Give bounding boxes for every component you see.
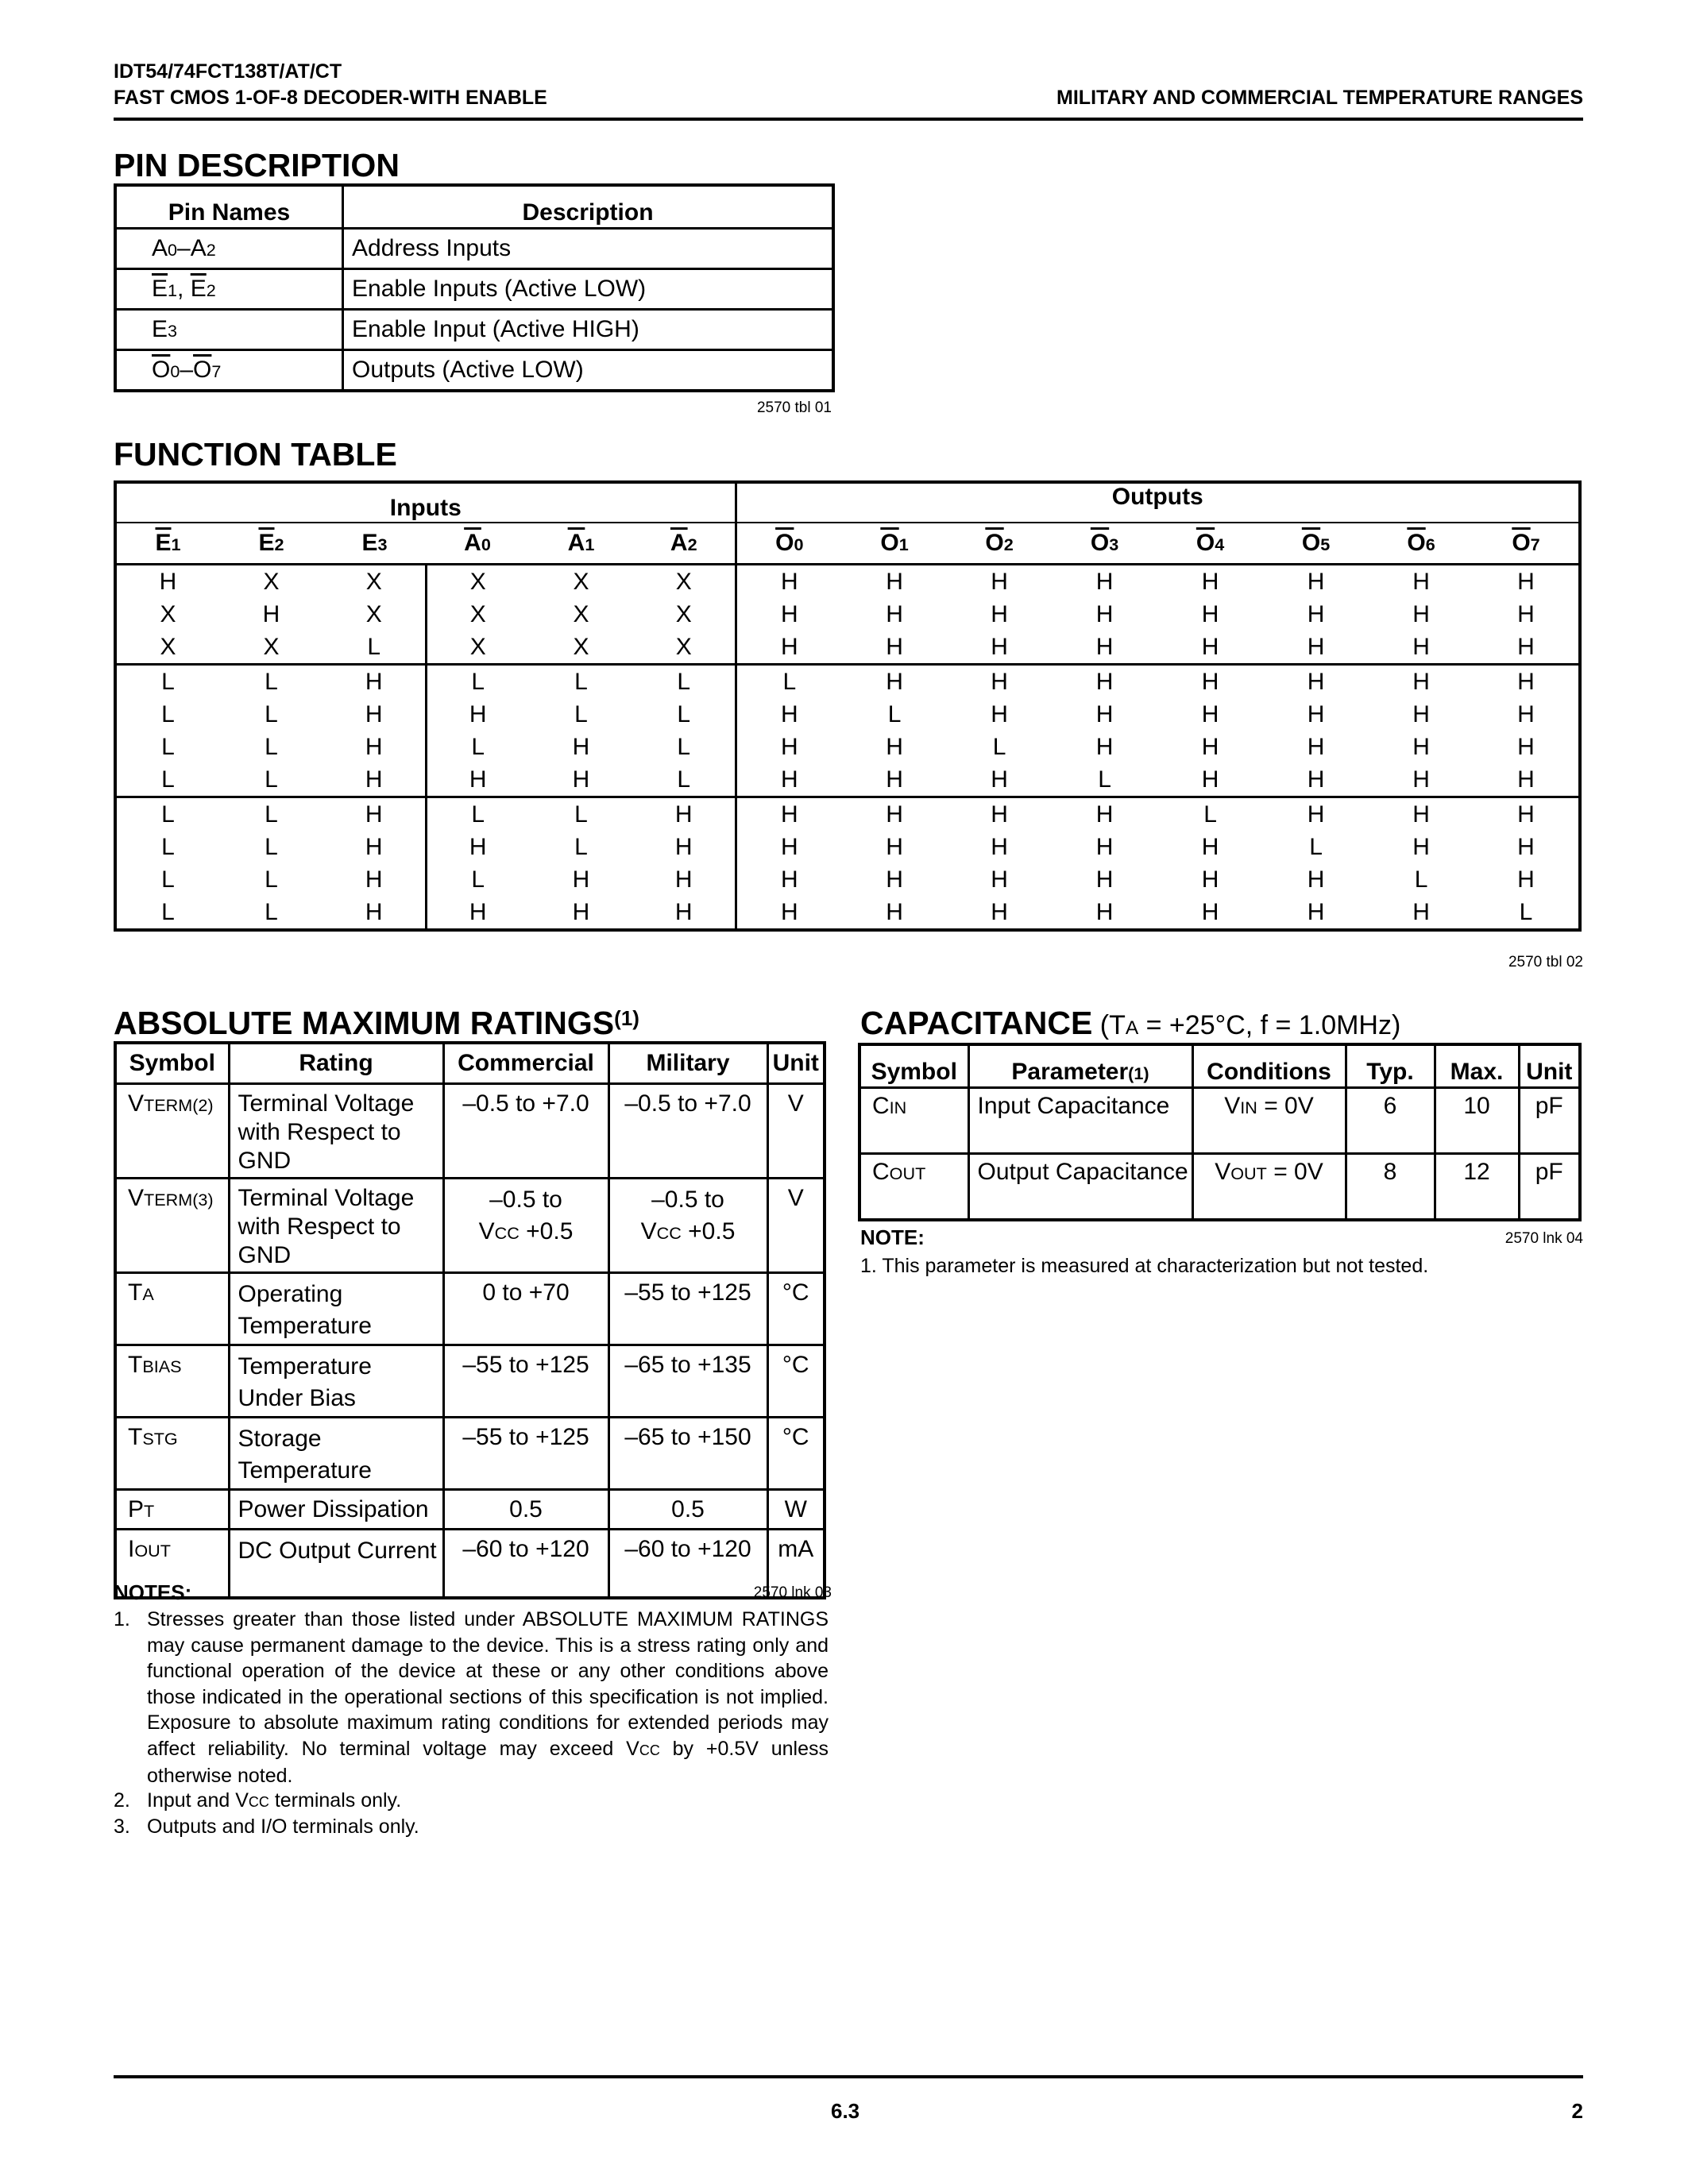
pin-description: Enable Input (Active HIGH) <box>343 310 834 350</box>
commercial-cell: –0.5 to VCC +0.5 <box>443 1179 608 1273</box>
table-header-row <box>115 1043 825 1084</box>
table-row <box>115 797 1580 832</box>
inputs-group-header: Inputs <box>115 482 736 523</box>
symbol-cell: CIN <box>859 1088 968 1154</box>
table-cell: H <box>1369 665 1474 699</box>
table-cell: H <box>1412 734 1430 760</box>
table-cell: H <box>1517 866 1535 893</box>
table-row <box>115 763 1580 797</box>
column-header: $\overline{A}1$ <box>529 523 633 565</box>
table-cell: H <box>780 866 798 893</box>
table-cell: L <box>265 734 278 760</box>
table-cell: H <box>1412 701 1430 727</box>
column-header: $\overline{O}2$ <box>947 523 1052 565</box>
symbol-cell: TBIAS <box>115 1345 229 1418</box>
column-header: $\overline{O}1$ <box>842 523 947 565</box>
column-header: Commercial <box>443 1043 608 1084</box>
table-cell: H <box>262 601 280 627</box>
rating-cell: Terminal Voltage with Respect to GND <box>229 1084 443 1179</box>
column-header: $\overline{O}3$ <box>1052 523 1157 565</box>
table-reference: 2570 lnk 03 <box>753 1584 832 1601</box>
absolute-maximum-ratings-table <box>114 1041 826 1599</box>
table-cell: L <box>471 866 485 893</box>
table-cell: L <box>529 797 633 832</box>
commercial-cell: 0 to +70 <box>443 1273 608 1345</box>
capacitance-note-heading: NOTE: <box>860 1225 925 1249</box>
table-cell: H <box>1307 766 1325 793</box>
table-cell: H <box>1412 569 1430 595</box>
table-cell: L <box>992 734 1006 760</box>
column-header: Max. <box>1435 1044 1519 1088</box>
column-header: E3 <box>323 523 426 565</box>
table-row <box>115 1490 825 1530</box>
table-cell: L <box>219 797 323 832</box>
pin-description: Address Inputs <box>343 229 834 269</box>
typ-cell: 6 <box>1346 1088 1435 1154</box>
table-cell: L <box>633 665 736 699</box>
table-cell: H <box>1307 601 1325 627</box>
absolute-maximum-ratings-title: ABSOLUTE MAXIMUM RATINGS$^{(1)}$ <box>114 1005 639 1041</box>
military-cell: –55 to +125 <box>608 1273 767 1345</box>
table-cell: H <box>1307 899 1325 925</box>
symbol-cell: PT <box>115 1490 229 1530</box>
table-cell: L <box>1098 766 1111 793</box>
table-cell: H <box>1517 766 1535 793</box>
table-cell: H <box>323 896 426 930</box>
table-cell: H <box>469 701 487 727</box>
column-header: Pin Names <box>115 185 343 229</box>
table-row <box>115 731 1580 763</box>
table-cell: H <box>1201 834 1219 860</box>
rating-cell: Operating Temperature <box>229 1273 443 1345</box>
table-header-row <box>115 185 833 229</box>
table-cell: H <box>323 863 426 896</box>
table-cell: L <box>161 834 175 860</box>
table-cell: H <box>1307 569 1325 595</box>
table-cell: H <box>886 634 903 660</box>
rating-cell: Terminal Voltage with Respect to GND <box>229 1179 443 1273</box>
column-header: $\overline{A}2$ <box>633 523 736 565</box>
table-cell: X <box>263 569 280 595</box>
table-cell: H <box>1201 866 1219 893</box>
table-cell: H <box>1307 634 1325 660</box>
footer-rule <box>114 2075 1583 2078</box>
table-cell: L <box>633 731 736 763</box>
table-cell: H <box>1157 665 1263 699</box>
table-reference: 2570 tbl 01 <box>756 399 832 416</box>
table-cell: H <box>1095 701 1114 727</box>
table-cell: H <box>1263 797 1369 832</box>
table-row <box>115 350 833 392</box>
section-number: 6.3 <box>831 2099 860 2123</box>
note-1: 1. Stresses greater than those listed under ABSOLUTE MAXIMUM RATINGS may cause permanent damage to the device. This is a stress rating only and functional operation of the device at these or any other conditions above those indicated in the operational sections of this specification is not implied. Exposure to absolute maximum rating conditions for extended periods may affect reliability. No terminal voltage may exceed VCC by +0.5V unless otherwise noted. <box>114 1608 829 1787</box>
table-cell: H <box>1307 866 1325 893</box>
table-cell: X <box>573 634 589 660</box>
column-header: $\overline{O}7$ <box>1474 523 1580 565</box>
table-cell: H <box>1095 834 1114 860</box>
table-cell: X <box>633 631 736 665</box>
unit-cell: pF <box>1519 1154 1580 1220</box>
table-cell: X <box>633 565 736 599</box>
table-row <box>115 665 1580 699</box>
table-cell: H <box>780 899 798 925</box>
table-row <box>115 1530 825 1598</box>
table-cell: H <box>633 831 736 863</box>
symbol-cell: TA <box>115 1273 229 1345</box>
table-cell: L <box>219 665 323 699</box>
column-header: $\overline{E}1$ <box>115 523 219 565</box>
column-header-row <box>115 523 1580 565</box>
column-header: $\overline{O}0$ <box>736 523 842 565</box>
commercial-cell: –55 to +125 <box>443 1418 608 1490</box>
table-cell: H <box>1517 634 1535 660</box>
table-cell: H <box>780 601 798 627</box>
table-cell: H <box>886 899 903 925</box>
table-row <box>115 698 1580 731</box>
table-row <box>859 1154 1580 1220</box>
table-cell: L <box>265 834 278 860</box>
table-cell: L <box>887 701 902 727</box>
table-row <box>115 269 833 310</box>
table-cell: H <box>991 899 1008 925</box>
table-cell: H <box>991 766 1008 793</box>
table-cell: H <box>842 665 947 699</box>
table-cell: H <box>323 665 426 699</box>
table-cell: H <box>469 899 487 925</box>
pin-name: E3 <box>115 310 343 350</box>
military-cell: –65 to +135 <box>608 1345 767 1418</box>
table-cell: L <box>265 701 278 727</box>
capacitance-note: 1. This parameter is measured at characterization but not tested. <box>860 1255 1429 1277</box>
table-header-row <box>859 1044 1580 1088</box>
table-cell: L <box>161 766 175 793</box>
table-cell: H <box>572 766 590 793</box>
table-cell: H <box>1412 766 1430 793</box>
outputs-group-header: Outputs <box>736 482 1580 523</box>
table-cell: H <box>1517 701 1535 727</box>
column-header: Parameter(1) <box>968 1044 1192 1088</box>
table-cell: L <box>161 701 175 727</box>
table-cell: H <box>991 834 1008 860</box>
table-cell: H <box>159 569 177 595</box>
table-cell: H <box>780 834 798 860</box>
table-cell: H <box>469 834 487 860</box>
table-cell: H <box>1201 634 1219 660</box>
table-cell: X <box>323 598 426 631</box>
table-cell: L <box>574 701 588 727</box>
symbol-cell: VTERM(2) <box>115 1084 229 1179</box>
capacitance-title: CAPACITANCE (TA = +25°C, f = 1.0MHz) <box>860 1005 1401 1041</box>
table-cell: H <box>991 701 1008 727</box>
table-row <box>115 631 1580 665</box>
table-cell: H <box>886 766 903 793</box>
table-reference: 2570 lnk 04 <box>1505 1230 1583 1247</box>
unit-cell: pF <box>1519 1088 1580 1154</box>
pin-description-title: PIN DESCRIPTION <box>114 147 400 183</box>
military-cell: 0.5 <box>608 1490 767 1530</box>
table-row <box>115 896 1580 930</box>
table-row <box>115 1418 825 1490</box>
table-cell: H <box>886 834 903 860</box>
column-header: Symbol <box>115 1043 229 1084</box>
table-row <box>115 1084 825 1179</box>
military-cell: –0.5 to +7.0 <box>608 1084 767 1179</box>
table-cell: L <box>633 763 736 797</box>
table-cell: H <box>1474 797 1580 832</box>
rating-cell: Power Dissipation <box>229 1490 443 1530</box>
symbol-cell: TSTG <box>115 1418 229 1490</box>
table-cell: H <box>842 797 947 832</box>
function-table-title: FUNCTION TABLE <box>114 436 397 473</box>
pin-description: Enable Inputs (Active LOW) <box>343 269 834 310</box>
table-cell: H <box>1263 665 1369 699</box>
table-cell: L <box>161 899 175 925</box>
pin-description-table <box>114 183 835 392</box>
pin-name: A0–A2 <box>115 229 343 269</box>
table-cell: H <box>323 797 426 832</box>
column-header: $\overline{E}2$ <box>219 523 323 565</box>
table-cell: H <box>736 797 842 832</box>
unit-cell: mA <box>767 1530 825 1598</box>
table-cell: H <box>1095 569 1114 595</box>
table-row <box>859 1088 1580 1154</box>
table-cell: H <box>1412 634 1430 660</box>
table-cell: H <box>780 701 798 727</box>
table-cell: X <box>323 565 426 599</box>
parameter-cell: Output Capacitance <box>968 1154 1192 1220</box>
table-cell: X <box>469 634 486 660</box>
temperature-ranges: MILITARY AND COMMERCIAL TEMPERATURE RANGES <box>1056 87 1583 109</box>
table-cell: H <box>780 569 798 595</box>
device-title: FAST CMOS 1-OF-8 DECODER-WITH ENABLE <box>114 87 547 109</box>
table-cell: H <box>1474 665 1580 699</box>
note-3: 3. Outputs and I/O terminals only. <box>114 1815 419 1838</box>
table-cell: H <box>1201 734 1219 760</box>
part-number: IDT54/74FCT138T/AT/CT <box>114 60 342 83</box>
table-cell: L <box>736 665 842 699</box>
parameter-cell: Input Capacitance <box>968 1088 1192 1154</box>
table-cell: H <box>780 634 798 660</box>
unit-cell: V <box>767 1084 825 1179</box>
table-cell: L <box>574 834 588 860</box>
table-cell: H <box>572 734 590 760</box>
notes-heading: NOTES: <box>114 1580 192 1604</box>
table-cell: L <box>1309 834 1323 860</box>
table-cell: L <box>1157 797 1263 832</box>
table-cell: X <box>160 601 176 627</box>
table-cell: H <box>572 866 590 893</box>
table-cell: H <box>323 731 426 763</box>
table-cell: H <box>1517 834 1535 860</box>
table-cell: H <box>991 866 1008 893</box>
table-cell: L <box>115 797 219 832</box>
table-cell: H <box>323 763 426 797</box>
table-cell: H <box>947 797 1052 832</box>
table-cell: X <box>573 601 589 627</box>
table-cell: L <box>265 766 278 793</box>
table-cell: H <box>633 896 736 930</box>
table-cell: L <box>426 665 529 699</box>
table-cell: H <box>633 797 736 832</box>
column-header: Rating <box>229 1043 443 1084</box>
conditions-cell: VOUT = 0V <box>1192 1154 1346 1220</box>
commercial-cell: –55 to +125 <box>443 1345 608 1418</box>
table-cell: H <box>991 601 1008 627</box>
note-2: 2. Input and VCC terminals only. <box>114 1789 402 1812</box>
table-row <box>115 863 1580 896</box>
military-cell: –60 to +120 <box>608 1530 767 1598</box>
pin-name: $\overline{O}0-\overline{O}7$ <box>115 350 343 392</box>
table-reference: 2570 tbl 02 <box>1508 954 1583 970</box>
table-cell: H <box>1095 634 1114 660</box>
group-header-row <box>115 482 1580 523</box>
table-cell: L <box>529 665 633 699</box>
table-cell: H <box>1201 569 1219 595</box>
table-cell: H <box>1095 601 1114 627</box>
table-cell: H <box>886 569 903 595</box>
table-cell: H <box>1201 766 1219 793</box>
table-cell: H <box>1201 601 1219 627</box>
unit-cell: W <box>767 1490 825 1530</box>
unit-cell: V <box>767 1179 825 1273</box>
table-cell: L <box>1519 899 1533 925</box>
table-cell: H <box>1307 734 1325 760</box>
table-cell: H <box>1517 734 1535 760</box>
page-number: 2 <box>1571 2099 1583 2123</box>
column-header: $\overline{O}4$ <box>1157 523 1263 565</box>
column-header: Unit <box>1519 1044 1580 1088</box>
table-cell: X <box>263 634 280 660</box>
unit-cell: °C <box>767 1273 825 1345</box>
column-header: Description <box>343 185 834 229</box>
table-cell: L <box>633 698 736 731</box>
max-cell: 10 <box>1435 1088 1519 1154</box>
table-cell: H <box>886 601 903 627</box>
column-header: $\overline{A}0$ <box>426 523 529 565</box>
pin-name: $\overline{E}1$, $\overline{E}2$ <box>115 269 343 310</box>
table-cell: H <box>633 863 736 896</box>
column-header: Military <box>608 1043 767 1084</box>
table-cell: X <box>469 569 486 595</box>
column-header: Unit <box>767 1043 825 1084</box>
table-cell: L <box>1414 866 1428 893</box>
unit-cell: °C <box>767 1345 825 1418</box>
table-cell: H <box>1201 701 1219 727</box>
table-cell: H <box>780 734 798 760</box>
table-row <box>115 1345 825 1418</box>
rating-cell: Temperature Under Bias <box>229 1345 443 1418</box>
table-cell: H <box>323 831 426 863</box>
table-cell: H <box>1517 569 1535 595</box>
table-cell: H <box>886 866 903 893</box>
table-cell: H <box>1052 797 1157 832</box>
column-header: $\overline{O}6$ <box>1369 523 1474 565</box>
table-cell: H <box>1369 797 1474 832</box>
table-cell: L <box>471 734 485 760</box>
column-header: Symbol <box>859 1044 968 1088</box>
table-cell: H <box>1412 834 1430 860</box>
typ-cell: 8 <box>1346 1154 1435 1220</box>
max-cell: 12 <box>1435 1154 1519 1220</box>
table-cell: L <box>426 797 529 832</box>
table-cell: L <box>115 665 219 699</box>
table-row <box>115 229 833 269</box>
table-cell: L <box>265 866 278 893</box>
capacitance-table <box>858 1043 1582 1221</box>
column-header: Typ. <box>1346 1044 1435 1088</box>
table-cell: X <box>469 601 486 627</box>
table-cell: X <box>573 569 589 595</box>
table-cell: H <box>991 634 1008 660</box>
table-cell: H <box>1095 899 1114 925</box>
table-cell: H <box>1201 899 1219 925</box>
rating-cell: DC Output Current <box>229 1530 443 1598</box>
table-cell: H <box>991 569 1008 595</box>
conditions-cell: VIN = 0V <box>1192 1088 1346 1154</box>
table-cell: L <box>323 631 426 665</box>
column-header: $\overline{O}5$ <box>1263 523 1369 565</box>
table-cell: X <box>633 598 736 631</box>
symbol-cell: COUT <box>859 1154 968 1220</box>
column-header: Conditions <box>1192 1044 1346 1088</box>
table-cell: H <box>886 734 903 760</box>
table-row <box>115 310 833 350</box>
table-cell: L <box>161 866 175 893</box>
table-cell: H <box>780 766 798 793</box>
pin-description: Outputs (Active LOW) <box>343 350 834 392</box>
table-cell: L <box>161 734 175 760</box>
military-cell: –0.5 to VCC +0.5 <box>608 1179 767 1273</box>
table-cell: H <box>1095 734 1114 760</box>
table-cell: H <box>572 899 590 925</box>
table-row <box>115 1273 825 1345</box>
commercial-cell: –60 to +120 <box>443 1530 608 1598</box>
commercial-cell: –0.5 to +7.0 <box>443 1084 608 1179</box>
table-cell: H <box>1517 601 1535 627</box>
table-cell: H <box>1052 665 1157 699</box>
header-rule <box>114 118 1583 121</box>
function-table <box>114 480 1582 932</box>
table-cell: L <box>265 899 278 925</box>
table-cell: H <box>323 698 426 731</box>
table-cell: H <box>469 766 487 793</box>
table-cell: H <box>947 665 1052 699</box>
rating-cell: Storage Temperature <box>229 1418 443 1490</box>
table-cell: H <box>1307 701 1325 727</box>
military-cell: –65 to +150 <box>608 1418 767 1490</box>
table-row <box>115 831 1580 863</box>
table-row <box>115 565 1580 599</box>
symbol-cell: VTERM(3) <box>115 1179 229 1273</box>
commercial-cell: 0.5 <box>443 1490 608 1530</box>
table-cell: X <box>160 634 176 660</box>
table-cell: H <box>1095 866 1114 893</box>
table-cell: H <box>1412 601 1430 627</box>
table-row <box>115 1179 825 1273</box>
table-cell: H <box>1412 899 1430 925</box>
table-row <box>115 598 1580 631</box>
symbol-cell: IOUT <box>115 1530 229 1598</box>
unit-cell: °C <box>767 1418 825 1490</box>
